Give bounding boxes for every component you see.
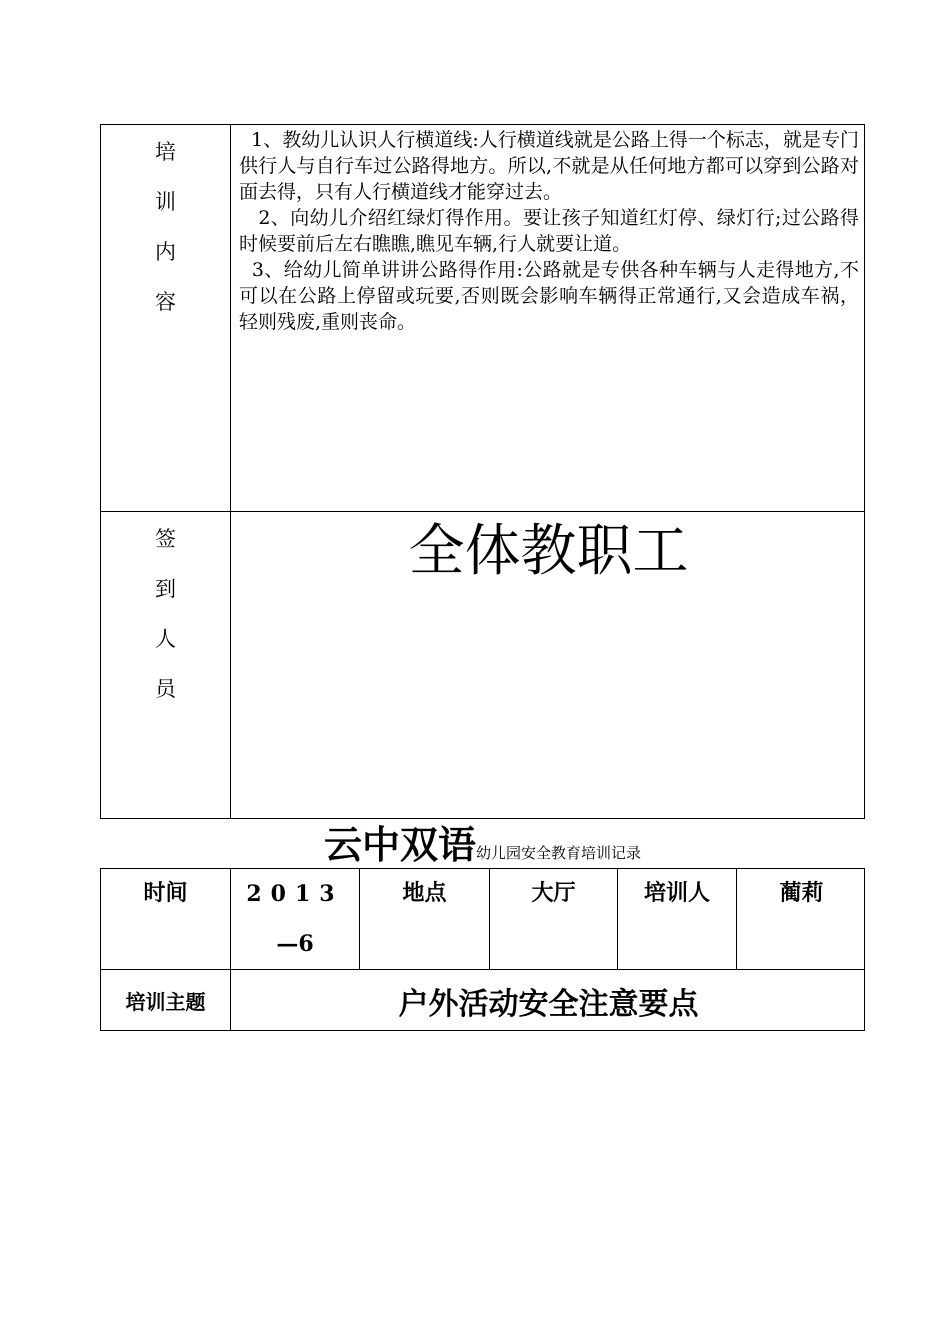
content-paragraph-3: 3、给幼儿简单讲讲公路得作用:公路就是专供各种车辆与人走得地方,不可以在公路上停留或玩要,否则既会影响车辆得正常通行,又会造成车祸，轻则残废,重则丧命。 [239,259,859,333]
label-char: 容 [155,290,176,314]
trainer-label: 培训人 [643,881,710,906]
signin-value: 全体教职工 [408,519,689,584]
place-value: 大厅 [531,881,576,906]
place-label: 地点 [402,881,447,906]
label-char: 到 [155,577,176,601]
date-line-2: —6 [276,931,314,957]
topic-value: 户外活动安全注意要点 [398,986,699,1022]
training-content-table [100,124,865,819]
time-value [231,869,359,969]
topic-label: 培训主题 [125,990,206,1014]
training-content-text [239,127,859,335]
signin-label [101,514,230,714]
trainer-value: 蔺莉 [779,881,824,906]
label-char: 培 [155,140,176,164]
time-label: 时间 [143,881,188,906]
label-char: 训 [155,190,176,214]
content-paragraph-1: 1、教幼儿认识人行横道线:人行横道线就是公路上得一个标志，就是专门供行人与自行车过公路得地方。所以,不就是从任何地方都可以穿到公路对面去得，只有人行横道线才能穿过去。 [239,129,859,203]
record-title [100,822,865,868]
training-content-label [101,127,230,327]
label-char: 人 [155,627,176,651]
record-subtitle: 幼儿园安全教育培训记录 [476,844,642,862]
table-divider [101,511,864,512]
school-name: 云中双语 [323,823,476,867]
training-info-table [100,868,865,1031]
label-char: 签 [155,527,176,551]
content-paragraph-2: 2、向幼儿介绍红绿灯得作用。要让孩子知道红灯停、绿灯行;过公路得时候要前后左右瞧瞧,瞧见车辆,行人就要让道。 [239,207,859,255]
label-char: 员 [155,677,176,701]
label-char: 内 [155,240,176,264]
date-line-1: 2013 [246,881,344,907]
table-divider [230,125,231,818]
